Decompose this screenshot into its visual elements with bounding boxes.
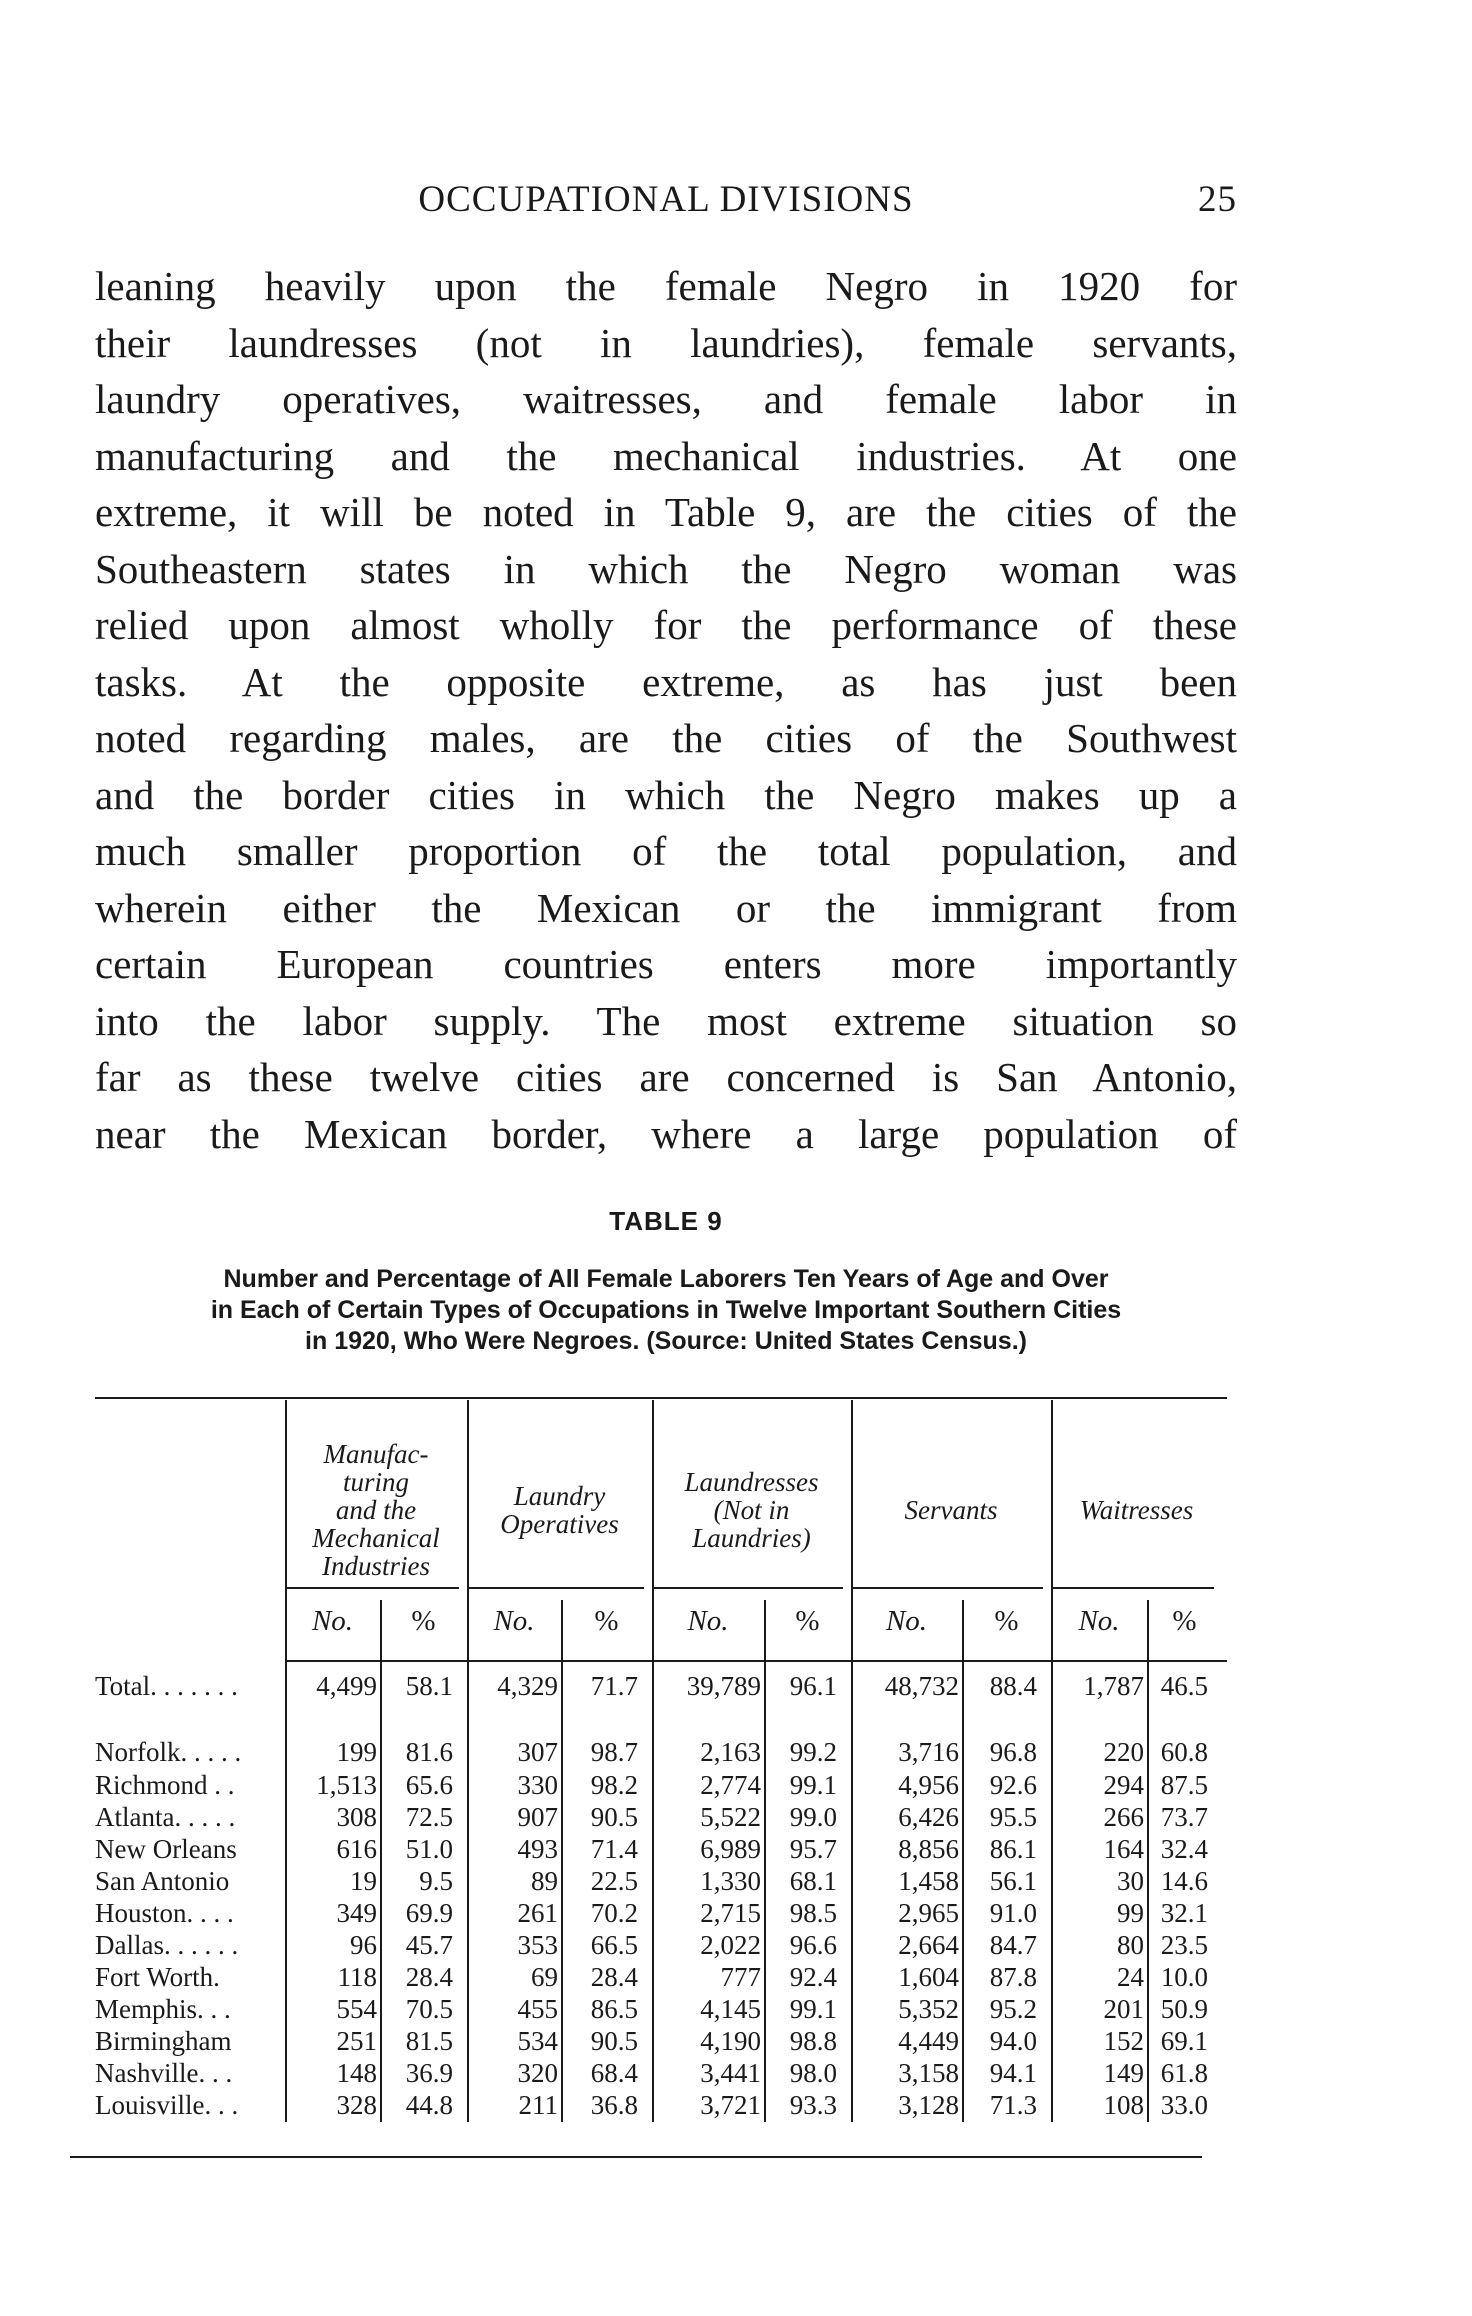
cell-number: 1,604 (898, 1962, 959, 1992)
cell-percent: 68.1 (789, 1866, 837, 1896)
cell-number: 1,787 (1083, 1671, 1144, 1701)
row-label: Dallas. . . . . . (95, 1930, 239, 1960)
cell-percent: 86.5 (590, 1994, 638, 2024)
cell-number: 148 (336, 2058, 377, 2088)
subheader-percent: % (795, 1605, 820, 1637)
cell-percent: 28.4 (405, 1962, 453, 1992)
body-line: near the Mexican border, where a large population of (95, 1110, 1237, 1157)
cell-number: 4,329 (497, 1671, 558, 1701)
caption-line: in 1920, Who Were Negroes. (Source: United States Census.) (305, 1327, 1027, 1355)
cell-number: 251 (336, 2026, 377, 2056)
body-line: into the labor supply. The most extreme situation so (95, 997, 1237, 1044)
column-group-header: Servants (904, 1495, 998, 1525)
cell-percent: 44.8 (405, 2090, 453, 2120)
cell-number: 96 (350, 1930, 377, 1960)
subheader-percent: % (994, 1605, 1019, 1637)
cell-number: 2,163 (700, 1737, 761, 1767)
body-line: relied upon almost wholly for the performance of these (95, 602, 1237, 648)
cell-number: 4,190 (700, 2026, 761, 2056)
body-line: extreme, it will be noted in Table 9, are the cities of the (95, 489, 1237, 535)
cell-percent: 92.6 (989, 1770, 1037, 1800)
cell-number: 261 (517, 1898, 558, 1928)
cell-percent: 93.3 (789, 2090, 837, 2120)
column-group-header: Mechanical (312, 1523, 440, 1553)
cell-percent: 81.5 (405, 2026, 453, 2056)
body-line: certain European countries enters more importantly (95, 941, 1237, 987)
body-line: and the border cities in which the Negro makes up a (95, 771, 1237, 818)
cell-percent: 81.6 (405, 1737, 453, 1767)
column-group-header: Laundry (513, 1481, 606, 1511)
column-group-header: (Not in (713, 1495, 790, 1525)
cell-percent: 96.6 (789, 1930, 837, 1960)
cell-percent: 71.7 (590, 1671, 638, 1701)
cell-number: 3,128 (898, 2090, 959, 2120)
column-group-header: turing (342, 1467, 409, 1497)
column-group-header: Laundresses (684, 1467, 819, 1497)
body-line: wherein either the Mexican or the immigrant from (95, 884, 1237, 931)
cell-number: 455 (517, 1994, 558, 2024)
row-label: Richmond . . (95, 1770, 235, 1800)
cell-percent: 14.6 (1160, 1866, 1208, 1896)
cell-percent: 87.5 (1160, 1770, 1208, 1800)
row-label: New Orleans (95, 1834, 237, 1864)
cell-percent: 70.2 (590, 1898, 638, 1928)
cell-number: 308 (336, 1802, 377, 1832)
body-line: noted regarding males, are the cities of the Southwest (95, 715, 1237, 761)
cell-percent: 73.7 (1160, 1802, 1208, 1832)
cell-number: 266 (1103, 1802, 1144, 1832)
cell-percent: 86.1 (989, 1834, 1037, 1864)
cell-percent: 69.9 (405, 1898, 453, 1928)
cell-number: 4,956 (898, 1770, 959, 1800)
cell-percent: 65.6 (405, 1770, 453, 1800)
caption-line: Number and Percentage of All Female Laborers Ten Years of Age and Over (223, 1265, 1109, 1293)
cell-percent: 96.1 (789, 1671, 837, 1701)
body-line: leaning heavily upon the female Negro in 1920 for (95, 263, 1237, 309)
row-label: Louisville. . . (95, 2090, 239, 2120)
cell-number: 118 (337, 1962, 377, 1992)
cell-number: 294 (1103, 1770, 1144, 1800)
column-group-header: Waitresses (1079, 1495, 1194, 1525)
cell-number: 89 (531, 1866, 558, 1896)
row-label: Norfolk. . . . . (95, 1737, 242, 1767)
column-group-header: Manufac- (323, 1439, 429, 1469)
cell-percent: 28.4 (590, 1962, 638, 1992)
cell-number: 493 (517, 1834, 558, 1864)
cell-number: 328 (336, 2090, 377, 2120)
page-number: 25 (1198, 179, 1237, 220)
cell-number: 152 (1103, 2026, 1144, 2056)
cell-number: 4,145 (700, 1994, 761, 2024)
cell-number: 39,789 (686, 1671, 761, 1701)
cell-number: 5,352 (898, 1994, 959, 2024)
subheader-no: No. (1078, 1605, 1120, 1637)
subheader-no: No. (493, 1605, 535, 1637)
cell-percent: 98.0 (789, 2058, 837, 2088)
cell-number: 24 (1117, 1962, 1144, 1992)
cell-number: 554 (336, 1994, 377, 2024)
cell-percent: 96.8 (989, 1737, 1037, 1767)
row-label: Atlanta. . . . . (95, 1802, 236, 1832)
cell-percent: 72.5 (405, 1802, 453, 1832)
column-group-header: Industries (322, 1551, 430, 1581)
cell-number: 2,774 (700, 1770, 761, 1800)
cell-percent: 95.7 (789, 1834, 837, 1864)
cell-number: 330 (517, 1770, 558, 1800)
subheader-no: No. (885, 1605, 928, 1637)
subheader-percent: % (1172, 1605, 1197, 1637)
cell-percent: 45.7 (405, 1930, 453, 1960)
cell-number: 307 (517, 1737, 558, 1767)
column-group-header: and the (335, 1495, 417, 1525)
group-underline (467, 1587, 644, 1589)
cell-percent: 98.7 (590, 1737, 638, 1767)
cell-percent: 51.0 (405, 1834, 453, 1864)
running-head (95, 178, 1237, 222)
cell-percent: 56.1 (989, 1866, 1037, 1896)
subheader-percent: % (411, 1605, 436, 1637)
cell-number: 3,441 (700, 2058, 761, 2088)
cell-percent: 58.1 (405, 1671, 453, 1701)
cell-number: 211 (518, 2090, 558, 2120)
cell-percent: 66.5 (590, 1930, 638, 1960)
body-line: manufacturing and the mechanical industries. At one (95, 432, 1237, 479)
cell-number: 220 (1103, 1737, 1144, 1767)
group-underline (285, 1587, 459, 1589)
cell-number: 3,716 (898, 1737, 959, 1767)
row-label: Total. . . . . . . (95, 1671, 238, 1701)
cell-percent: 71.4 (590, 1834, 638, 1864)
subheader-percent: % (594, 1605, 619, 1637)
row-label: Memphis. . . (95, 1994, 231, 2024)
cell-percent: 36.9 (405, 2058, 453, 2088)
cell-percent: 99.1 (789, 1770, 837, 1800)
cell-number: 48,732 (884, 1671, 959, 1701)
cell-percent: 94.1 (989, 2058, 1037, 2088)
body-line: tasks. At the opposite extreme, as has just been (95, 658, 1237, 705)
subheader-rule (285, 1660, 1227, 1662)
cell-percent: 33.0 (1160, 2090, 1208, 2120)
cell-number: 2,022 (700, 1930, 761, 1960)
cell-percent: 90.5 (590, 2026, 638, 2056)
cell-percent: 87.8 (989, 1962, 1037, 1992)
cell-percent: 95.5 (989, 1802, 1037, 1832)
cell-number: 5,522 (700, 1802, 761, 1832)
body-line: their laundresses (not in laundries), female servants, (95, 319, 1237, 366)
cell-number: 3,721 (700, 2090, 761, 2120)
cell-percent: 99.1 (789, 1994, 837, 2024)
cell-percent: 23.5 (1160, 1930, 1208, 1960)
cell-number: 199 (336, 1737, 377, 1767)
row-label: Birmingham (95, 2026, 232, 2056)
cell-number: 69 (531, 1962, 558, 1992)
cell-percent: 10.0 (1160, 1962, 1208, 1992)
cell-number: 534 (517, 2026, 558, 2056)
row-label: San Antonio (95, 1866, 230, 1896)
group-underline (1051, 1587, 1214, 1589)
cell-percent: 50.9 (1160, 1994, 1208, 2024)
body-line: far as these twelve cities are concerned is San Antonio, (95, 1054, 1237, 1100)
cell-percent: 22.5 (590, 1866, 638, 1896)
cell-percent: 61.8 (1160, 2058, 1208, 2088)
cell-number: 1,513 (316, 1770, 377, 1800)
table-label: TABLE 9 (609, 1206, 723, 1236)
cell-percent: 92.4 (789, 1962, 837, 1992)
cell-number: 19 (350, 1866, 377, 1896)
cell-percent: 88.4 (989, 1671, 1037, 1701)
cell-percent: 99.0 (789, 1802, 837, 1832)
cell-percent: 90.5 (590, 1802, 638, 1832)
cell-number: 349 (336, 1898, 377, 1928)
cell-number: 777 (720, 1962, 761, 1992)
cell-number: 6,426 (898, 1802, 959, 1832)
cell-number: 320 (517, 2058, 558, 2088)
cell-number: 616 (336, 1834, 377, 1864)
cell-number: 907 (517, 1802, 558, 1832)
caption-line: in Each of Certain Types of Occupations in Twelve Important Southern Cities (210, 1296, 1122, 1324)
cell-percent: 98.5 (789, 1898, 837, 1928)
running-title: OCCUPATIONAL DIVISIONS (418, 179, 914, 220)
column-group-header: Laundries) (692, 1523, 811, 1553)
cell-number: 4,449 (898, 2026, 959, 2056)
row-label: Nashville. . . (95, 2058, 233, 2088)
cell-percent: 91.0 (989, 1898, 1037, 1928)
cell-percent: 60.8 (1160, 1737, 1208, 1767)
row-label: Fort Worth. (95, 1962, 220, 1992)
cell-percent: 32.4 (1160, 1834, 1208, 1864)
cell-number: 1,458 (898, 1866, 959, 1896)
cell-percent: 95.2 (989, 1994, 1037, 2024)
body-line: Southeastern states in which the Negro woman was (95, 545, 1237, 592)
cell-number: 2,664 (898, 1930, 959, 1960)
cell-number: 80 (1117, 1930, 1144, 1960)
cell-number: 30 (1117, 1866, 1144, 1896)
cell-number: 8,856 (898, 1834, 959, 1864)
cell-number: 99 (1117, 1898, 1144, 1928)
cell-percent: 94.0 (989, 2026, 1037, 2056)
cell-percent: 69.1 (1160, 2026, 1208, 2056)
table-caption (95, 1264, 1237, 1357)
body-line: much smaller proportion of the total population, and (95, 828, 1237, 874)
cell-percent: 32.1 (1160, 1898, 1208, 1928)
cell-percent: 36.8 (590, 2090, 638, 2120)
cell-number: 149 (1103, 2058, 1144, 2088)
cell-number: 3,158 (898, 2058, 959, 2088)
cell-number: 201 (1103, 1994, 1144, 2024)
cell-percent: 68.4 (590, 2058, 638, 2088)
cell-percent: 99.2 (789, 1737, 837, 1767)
cell-number: 1,330 (700, 1866, 761, 1896)
subheader-no: No. (687, 1605, 729, 1637)
cell-percent: 9.5 (419, 1866, 453, 1896)
cell-percent: 46.5 (1160, 1671, 1208, 1701)
table-bottom-rule (70, 2156, 1202, 2158)
cell-percent: 84.7 (989, 1930, 1037, 1960)
table-top-rule (95, 1397, 1227, 1399)
cell-percent: 71.3 (989, 2090, 1037, 2120)
column-group-header: Operatives (500, 1509, 619, 1539)
subheader-no: No. (311, 1605, 354, 1637)
row-label: Houston. . . . (95, 1898, 234, 1928)
cell-number: 2,715 (700, 1898, 761, 1928)
cell-number: 164 (1103, 1834, 1144, 1864)
cell-number: 4,499 (316, 1671, 377, 1701)
cell-number: 6,989 (700, 1834, 761, 1864)
group-underline (652, 1587, 843, 1589)
group-underline (851, 1587, 1043, 1589)
cell-percent: 98.8 (789, 2026, 837, 2056)
cell-number: 353 (517, 1930, 558, 1960)
cell-percent: 98.2 (590, 1770, 638, 1800)
cell-percent: 70.5 (405, 1994, 453, 2024)
cell-number: 2,965 (898, 1898, 959, 1928)
body-paragraph (95, 258, 1237, 1162)
body-line: laundry operatives, waitresses, and female labor in (95, 376, 1237, 422)
cell-number: 108 (1103, 2090, 1144, 2120)
